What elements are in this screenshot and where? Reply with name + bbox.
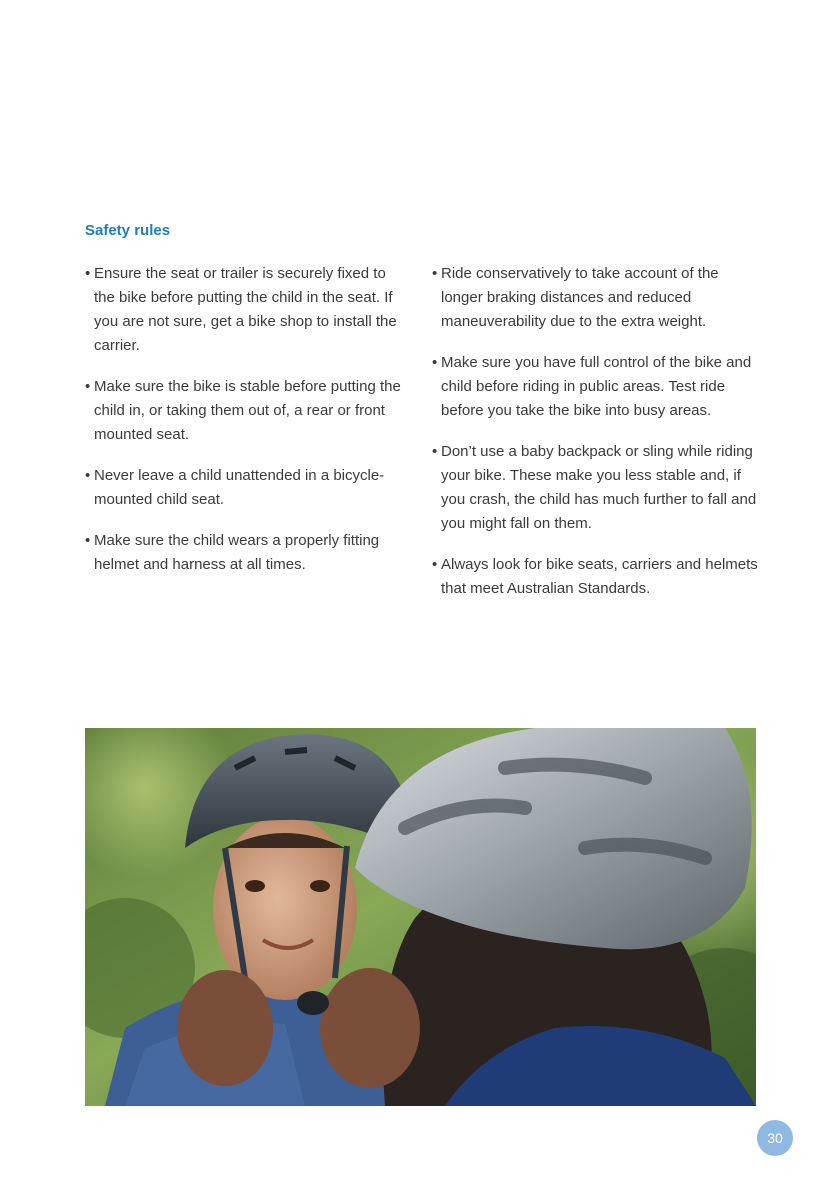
safety-rules-left-column	[85, 262, 405, 594]
rule-item: • Ride conservatively to take account of the longer braking distances and reduced maneuverability due to the extra weight.	[432, 262, 762, 334]
rule-item: • Make sure the bike is stable before putting the child in, or taking them out of, a rear or front mounted seat.	[85, 375, 405, 447]
rule-item: • Always look for bike seats, carriers and helmets that meet Australian Standards.	[432, 553, 762, 601]
rule-item: • Make sure you have full control of the bike and child before riding in public areas. Test ride before you take the bike into busy areas.	[432, 351, 762, 423]
rule-item: • Don’t use a baby backpack or sling while riding your bike. These make you less stable and, if you crash, the child has much further to fall and you might fall on them.	[432, 440, 762, 536]
section-title: Safety rules	[85, 222, 171, 239]
rule-item: • Ensure the seat or trailer is securely fixed to the bike before putting the child in the seat. If you are not sure, get a bike shop to install the carrier.	[85, 262, 405, 358]
rule-item: • Make sure the child wears a properly fitting helmet and harness at all times.	[85, 529, 405, 577]
helmet-fitting-photo	[85, 728, 756, 1106]
rule-item: • Never leave a child unattended in a bicycle-mounted child seat.	[85, 464, 405, 512]
page-number-badge: 30	[757, 1120, 793, 1156]
safety-rules-right-column	[432, 262, 762, 618]
